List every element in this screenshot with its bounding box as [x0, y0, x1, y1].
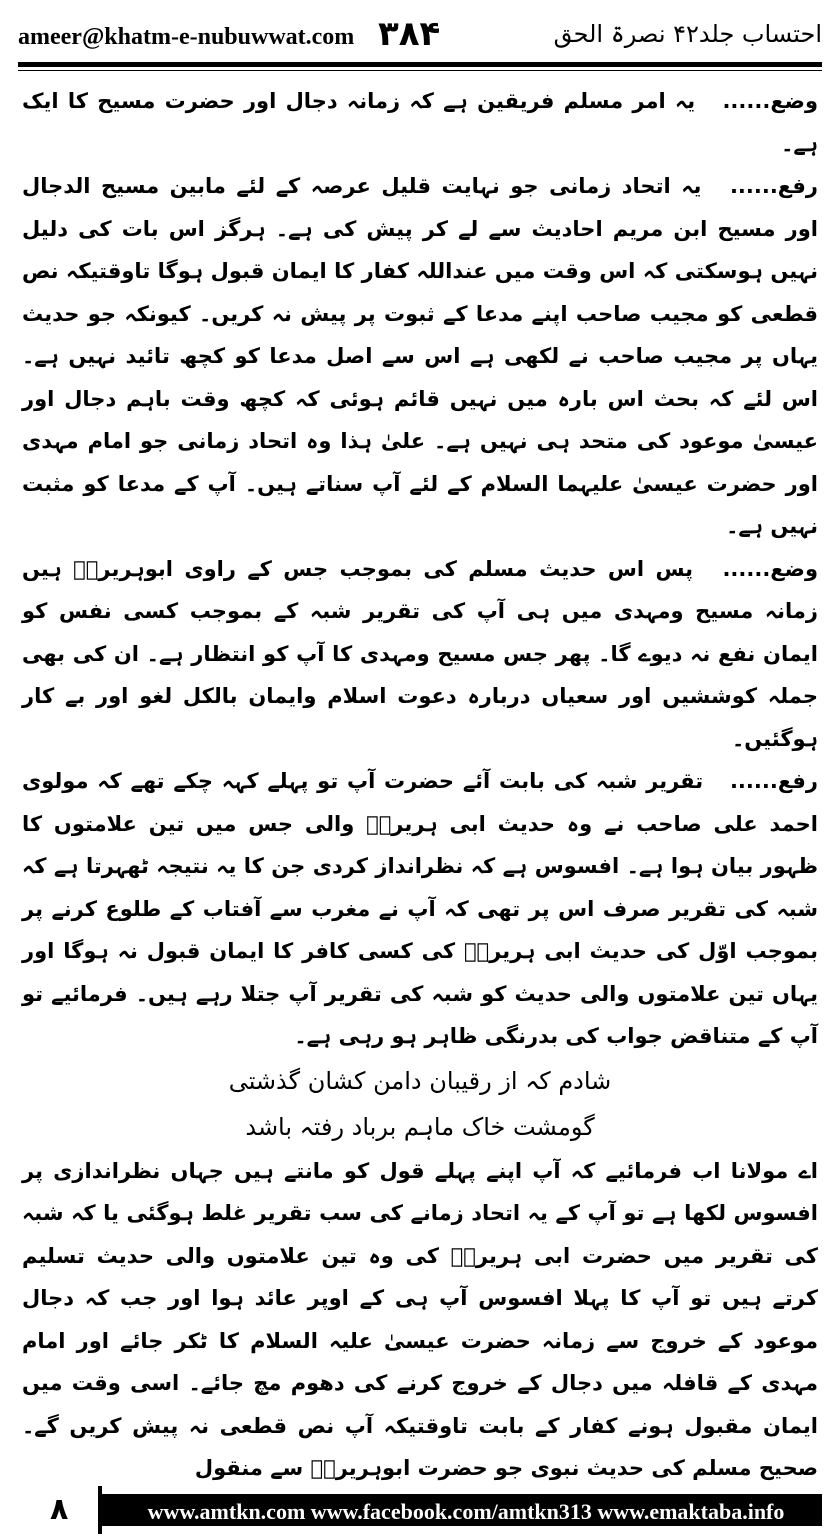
header-rule-thin — [18, 70, 822, 71]
header-rule-thick — [18, 62, 822, 67]
footer-page-badge — [18, 1486, 102, 1534]
closing-paragraph: اے مولانا اب فرمائیے کہ آپ اپنے پہلے قول کو مانتے ہیں جہاں نظراندازی پر افسوس لکھا ہے تو آپ کے یہ اتحاد زمانے کی سب تقریر غلط ہوگئی یا کہ شبہ کی تقریر میں حضرت ابی ہریرہؓ کی وہ تین علامتوں والی حدیث تسلیم کرتے ہیں تو آپ کا پہلا افسوس آپ ہی کے اوپر عائد ہوا اور جب کہ دجال موعود کے خروج سے زمانہ حضرت عیسیٰ علیہ السلام کا ٹکر جائے اور امام مہدی کے قافلہ میں دجال کے خروج کرنے کی دھوم مچ جائے۔ اسی وقت میں ایمان مقبول ہونے کفار کے بابت تاوقتیکہ آپ نص قطعی نہ پیش کریں گے۔ صحیح مسلم کی حدیث نبوی جو حضرت ابوہریرہؓ سے منقول — [22, 1158, 818, 1480]
page-footer — [0, 1478, 840, 1540]
verse-line-2: گومشت خاک ماہم برباد رفتہ باشد — [245, 1112, 595, 1141]
page-body — [22, 80, 819, 1480]
paragraph-label: رفع...... — [729, 174, 818, 198]
footer-page-number: ۸ — [50, 1492, 69, 1527]
page-number: ۳۸۴ — [378, 14, 441, 54]
page-header — [18, 14, 822, 64]
paragraph-wadh-2 — [22, 548, 818, 761]
paragraph-text: پس اس حدیث مسلم کی بموجب جس کے راوی ابوہریرہؓ ہیں زمانہ مسیح ومہدی میں ہی آپ کی تقریر شبہ کے بموجب کسی نفس کو ایمان نفع نہ دیوے گا۔ پھر جس مسیح ومہدی کا آپ کو انتظار ہے۔ ان کی بھی جملہ کوششیں اور سعیاں دربارہ دعوت اسلام وایمان بالکل لغو اور بے کار ہوگئیں۔ — [22, 556, 818, 751]
paragraph-rafa-1 — [22, 165, 818, 548]
paragraph-label: وضع...... — [722, 89, 819, 113]
paragraph-wadh-1 — [22, 80, 818, 165]
paragraph-text: یہ اتحاد زمانی جو نہایت قلیل عرصہ کے لئے مابین مسیح الدجال اور مسیح ابن مریم احادیث سے لے کر پیش کی ہے۔ ہرگز اس بات کی دلیل نہیں ہوسکتی کہ اس وقت میں عنداللہ کفار کا ایمان قبول ہوگا تاوقتیکہ نص قطعی کو مجیب صاحب اپنے مدعا کے ثبوت پر پیش نہ کریں۔ کیونکہ جو حدیث یہاں پر مجیب صاحب نے لکھی ہے اس سے اصل مدعا کو کچھ تائید نہیں ہے۔ اس لئے کہ بحث اس بارہ میں نہیں قائم ہوئی کہ کچھ وقت باہم دجال اور عیسیٰ موعود کی متحد ہی نہیں ہے۔ علیٰ ہذا وہ اتحاد زمانی جو امام مہدی اور حضرت عیسیٰ علیہما السلام کے لئے آپ سناتے ہیں۔ آپ کے مدعا کو مثبت نہیں ہے۔ — [22, 174, 818, 538]
paragraph-text: یہ امر مسلم فریقین ہے کہ زمانہ دجال اور حضرت مسیح کا ایک ہے۔ — [22, 89, 818, 156]
book-title: احتساب جلد۴۲ نصرۃ الحق — [553, 20, 822, 48]
paragraph-label: وضع...... — [722, 556, 818, 581]
paragraph-text: تقریر شبہ کی بابت آئے حضرت آپ تو پہلے کہہ چکے تھے کہ مولوی احمد علی صاحب نے وہ حدیث ابی ہریرہؓ والی جس میں تین علامتوں کا ظہور بیان ہوا ہے۔ افسوس ہے کہ نظرانداز کردی جن کا یہ نتیجہ ٹھہرتا ہے کہ شبہ کی تقریر صرف اس پر تھی کہ آپ نے مغرب سے آفتاب کے طلوع کرنے پر بموجب اوّل کی حدیث ابی ہریرہؓ کی کسی کافر کا ایمان قبول نہ ہوگا اور یہاں تین علامتوں والی حدیث کو شبہ کی تقریر آپ جتلا رہے ہیں۔ فرمائیے تو آپ کے متناقض جواب کی بدرنگی ظاہر ہو رہی ہے۔ — [22, 769, 818, 1048]
header-email: ameer@khatm-e-nubuwwat.com — [18, 24, 355, 50]
verse-line-1: شادم کہ از رقیبان دامن کشان گذشتی — [228, 1066, 612, 1095]
paragraph-rafa-2 — [22, 760, 818, 1058]
paragraph-label: رفع...... — [729, 769, 819, 793]
footer-links: www.amtkn.com www.facebook.com/amtkn313 www.emaktaba.info — [147, 1499, 785, 1524]
